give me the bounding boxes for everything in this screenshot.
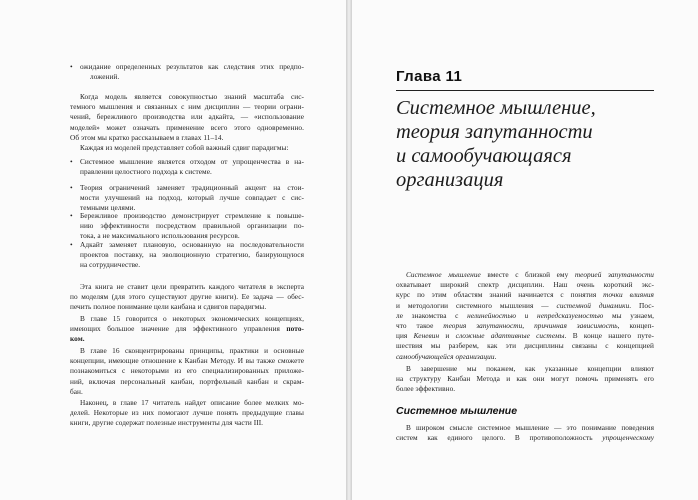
text-line (396, 270, 654, 280)
text-line (396, 321, 654, 331)
text-span: шествия мы разберем, как эти дисциплины связаны с концепцией (396, 341, 654, 351)
text-line: моделей» может означать применение всего этого одновременно. (70, 122, 304, 132)
text-line: ожидание определенных результатов как следствия этих предпо- (80, 62, 304, 71)
text-line: Системное мышление является отходом от упрощенчества в на- (80, 157, 304, 166)
chapter-label: Глава 11 (396, 68, 463, 85)
text-line (396, 311, 654, 321)
text-span: ция (396, 331, 414, 341)
italic-term: упрощенческому (602, 433, 654, 443)
text-span: вместе с близкой ему (480, 270, 575, 279)
text-span: . В конце нашего путе- (564, 331, 654, 341)
left-page (0, 0, 346, 500)
text-line: книги, другие содержат полезные инструменты для части III. (70, 418, 264, 428)
text-line: ний, включая персональный канбан, портфельный канбан и скрам- (70, 376, 304, 386)
text-span: , концеп- (617, 321, 655, 331)
chapter-intro (396, 270, 654, 362)
text-line: В главе 15 говорится о некоторых экономических концепциях, (80, 314, 304, 323)
text-line: Бережливое производство демонстрирует стремление к повыше- (80, 211, 304, 220)
text-line: на сотрудничестве. (80, 260, 141, 270)
text-line: Об этом мы кратко рассказываем в главах 11–14. (70, 132, 224, 142)
text-span: ле знакомства с (396, 310, 468, 320)
text-line: по моделям (для этого существуют другие книги). Ее задача — обес- (70, 292, 304, 302)
text-span: . Пос- (629, 300, 654, 310)
text-span: , (522, 321, 535, 331)
text-line (396, 290, 654, 300)
text-line: познакомиться с некоторыми из его специализированных приложе- (70, 366, 304, 376)
italic-term: сложные адаптивные системы (455, 331, 565, 341)
bullet-marker: • (70, 211, 73, 220)
chapter-title (396, 96, 596, 192)
text-line: бан. (70, 386, 83, 396)
text-line: тока, а не максимального использования ресурсов. (80, 231, 240, 241)
text-line: делей. Некоторые из них помогают лучше понять предыдущие главы (70, 408, 304, 418)
right-page (352, 0, 698, 500)
continued-bullet (80, 62, 304, 82)
text-line: правлении целостного подхода к системе. (80, 167, 212, 177)
text-line: мости улучшений на подход, который лучше совпадает с сис- (80, 193, 304, 203)
title-line: Системное мышление, (396, 97, 596, 119)
bullet-marker: • (70, 157, 73, 166)
paragraph-conclusion (396, 364, 654, 395)
paragraph-models (70, 92, 304, 143)
bullet-marker: • (70, 62, 73, 71)
bullet-item (80, 211, 304, 242)
bold-term: ком. (70, 334, 85, 344)
text-line (396, 280, 654, 290)
text-line (70, 324, 304, 334)
italic-term: самообучающейся организации (396, 351, 495, 361)
text-line: на структуру Канбан Метода и как они могут помочь применять его (396, 374, 654, 384)
italic-term: Кеневин (413, 331, 440, 341)
italic-term: теорией запутанности (574, 270, 654, 279)
text-line: В главе 16 сконцентрированы принципы, практики и основные (80, 346, 304, 355)
text-line: Адкайт заменяет плановую, основанную на последовательности (80, 240, 304, 249)
text-span: . (494, 351, 497, 361)
title-line: организация (396, 169, 504, 191)
text-span: охватывает широкий спектр дисциплин. Наш очень короткий экс- (396, 280, 654, 290)
italic-term: причинная зависимость (534, 321, 618, 331)
text-span: курс по этим областям знаний начинается с понятия (396, 290, 604, 300)
paragraph-systems-thinking (396, 423, 654, 443)
paragraph-chapter-17 (70, 398, 304, 429)
chapter-rule (396, 90, 654, 91)
text-line: Каждая из моделей представляет собой важный сдвиг парадигмы: (80, 143, 289, 152)
text-line: чений, бережливого производства или адкайта, — «использование (70, 112, 304, 122)
title-line: и самообучающаяся (396, 145, 572, 167)
paragraph-book-goal (70, 282, 304, 313)
italic-term: нелинейностью и непредсказуемостью (467, 310, 604, 320)
text-line: Когда модель является совокупностью знаний масштаба сис- (80, 92, 304, 101)
italic-term: Системное мышление (406, 270, 481, 279)
bullet-item (80, 157, 304, 177)
title-line: теория запутанности (396, 121, 593, 143)
bullet-item (80, 240, 304, 271)
italic-term: системной динамики (556, 300, 630, 310)
text-line: темными целями. (80, 203, 136, 213)
text-line (396, 341, 654, 351)
bullet-marker: • (70, 183, 73, 192)
text-line (396, 352, 654, 362)
bullet-marker: • (70, 240, 73, 249)
text-line: более эффективно. (396, 384, 456, 394)
text-span: В широком смысле системное мышление — это понимание поведения (406, 423, 654, 432)
paragraph-chapter-16 (70, 346, 304, 397)
bold-term: пото- (286, 324, 304, 334)
text-span: что такое (396, 321, 444, 331)
text-line (396, 423, 654, 433)
bullet-item (80, 183, 304, 214)
text-line: Теория ограничений заменяет традиционный акцент на стои- (80, 183, 304, 192)
text-line: печить полное понимание цели канбана и сдвигов парадигмы. (70, 302, 267, 312)
italic-term: точки влияния (603, 290, 655, 300)
text-line: проектов поставку, на эволюционную стратегию, базирующуюся (80, 250, 304, 260)
paragraph-paradigm (80, 143, 304, 153)
text-span: мы узнаем, (603, 310, 654, 320)
text-line (396, 433, 654, 443)
text-span: и методологии системного мышления — (396, 300, 557, 310)
text-line: темного мышления и связанных с ним дисциплин — теории ограни- (70, 102, 304, 112)
text-span: и (439, 331, 456, 341)
text-line (396, 301, 654, 311)
text-line: концепции, имеющие отношение к Канбан Методу. И вы также сможете (70, 356, 304, 366)
text-line: Эта книга не ставит цели превратить каждого читателя в эксперта (80, 282, 304, 291)
text-span: имеющих большое значение для эффективного управления (70, 324, 280, 334)
italic-term: теория запутанности (443, 321, 523, 331)
text-line: нию эффективности посредством правильной организации по- (80, 221, 304, 231)
section-heading: Системное мышление (396, 405, 518, 417)
text-line: В завершение мы покажем, как указанные концепции влияют (406, 364, 654, 373)
text-line (70, 334, 304, 344)
text-line: Наконец, в главе 17 читатель найдет описание более мелких мо- (80, 398, 304, 407)
paragraph-chapter-15 (70, 314, 304, 345)
text-line: ложений. (90, 72, 120, 82)
text-line (396, 331, 654, 341)
text-span: систем как единого целого. В противоположность (396, 433, 603, 443)
